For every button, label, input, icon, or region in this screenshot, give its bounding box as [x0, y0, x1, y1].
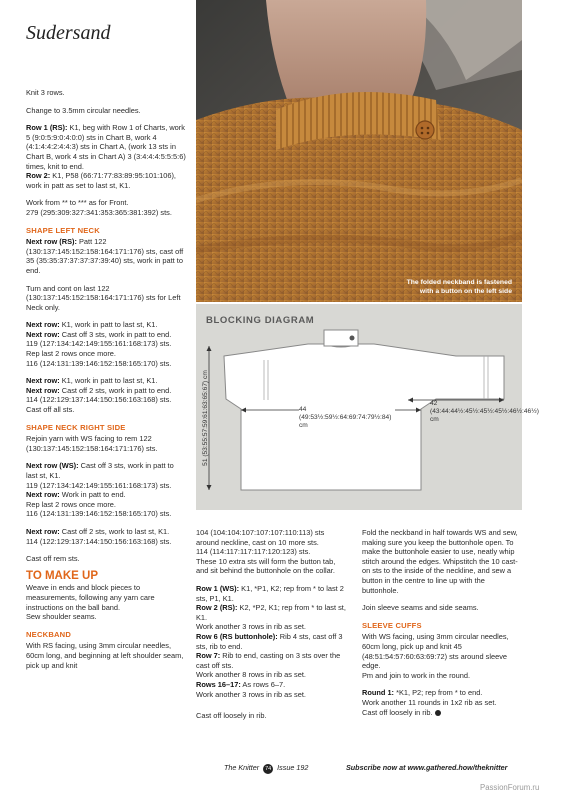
end-mark-icon: [435, 710, 441, 716]
watermark: PassionForum.ru: [480, 783, 540, 792]
blocking-diagram: [196, 304, 539, 510]
column-2: [196, 528, 348, 729]
length-measurement: 51 (53:55:57:59:61:63:65:67) cm: [202, 370, 209, 466]
row-group: Next row: Cast off 2 sts, work to last st, K1. 114 (122:129:137:144:150:156:163:168) sts.: [26, 526, 172, 546]
row-text: K1, beg with Row 1 of Charts, work 5 (9:0:5:9:0:4:0:0) sts in Chart B, work 4 (4:1:4:4:2:4:4:3) sts in Chart A, (work 13 sts in Chart B, work 4 sts in Chart A) 3 (3:4:4:4:5:5:5:6) times, knit to end.: [26, 123, 186, 171]
row-group: Next row (WS): Cast off 3 sts, work in patt to last st, K1. 119 (127:134:142:149:155:161:168:173) sts. Next row: Work in patt to end. Rep last 2 rows once more. 116 (124:131:139:146:152:158:165:170) sts.: [26, 461, 174, 519]
width-measurement: 44 (49:53½:59½:64:69:74:79½:84) cm: [299, 406, 395, 430]
paragraph: Weave in ends and block pieces to measurements, following any yarn care instructions on the ball band. Sew shoulder seams.: [26, 583, 155, 622]
paragraph: Rejoin yarn with WS facing to rem 122 (130:137:145:152:158:164:171:176) sts.: [26, 434, 158, 453]
photo-caption: The folded neckband is fastened with a button on the left side: [406, 279, 512, 295]
paragraph: Change to 3.5mm circular needles.: [26, 105, 141, 115]
footer-magazine: [224, 763, 308, 774]
paragraph: Join sleeve seams and side seams.: [362, 603, 479, 613]
magazine-name: The Knitter: [224, 763, 260, 772]
subscribe-link[interactable]: Subscribe now at www.gathered.how/theknitter: [346, 763, 508, 772]
section-heading-left-neck: SHAPE LEFT NECK: [26, 225, 100, 235]
paragraph: Fold the neckband in half towards WS and sew, making sure you keep the buttonhole open. To make the buttonhole easier to use, neatly whip stitch around the edges. Whipstitch the 10 cast-on sts to the inside of the neckline, and sew a button in the centre to line up with the buttonhole.: [362, 528, 518, 595]
paragraph: Knit 3 rows.: [26, 88, 65, 97]
issue-number: Issue 192: [277, 763, 309, 772]
page-title: Sudersand: [26, 22, 111, 44]
paragraph: 104 (104:104:107:107:107:110:113) sts around neckline, cast on 10 more sts. 114 (114:117:117:117:120:123) sts. These 10 extra sts will form the button tab, and sit behind the buttonhole on the collar.: [196, 528, 336, 576]
paragraph: With WS facing, using 3mm circular needles, 60cm long, pick up and knit 45 (48:51:54:57:60:63:69:72) sts around sleeve edge. Pm and join to work in the round.: [362, 632, 509, 680]
row-2: [26, 171, 186, 190]
section-heading-neckband: NECKBAND: [26, 629, 72, 639]
row-label: Row 2:: [26, 171, 51, 181]
section-heading-right-neck: SHAPE NECK RIGHT SIDE: [26, 422, 126, 432]
column-1: [26, 88, 186, 678]
row-group: Round 1: *K1, P2; rep from * to end. Work another 11 rounds in 1x2 rib as set. Cast off loosely in rib.: [362, 688, 497, 717]
paragraph: With RS facing, using 3mm circular needles, 60cm long, and beginning at left shoulder seam, pick up and knit: [26, 641, 184, 670]
sweater-photo: [196, 0, 522, 302]
column-3: [362, 528, 522, 725]
sweater-photo-image: [196, 0, 522, 302]
paragraph: Turn and cont on last 122 (130:137:145:152:158:164:171:176) sts for Left Neck only.: [26, 283, 181, 312]
row-group: Row 1 (WS): K1, *P1, K2; rep from * to last 2 sts, P1, K1. Row 2 (RS): K2, *P2, K1; rep from * to last st, K1. Work another 3 rows in rib as set. Row 6 (RS buttonhole): Rib 4 sts, cast off 3 sts, rib to end. Row 7: Rib to end, casting on 3 sts over the cast off sts. Work another 8 rows in rib as set. Rows 16–17: As rows 6–7. Work another 3 rows in rib as set.: [196, 583, 346, 699]
paragraph: Cast off rem sts.: [26, 554, 80, 564]
footer-subscribe: [346, 763, 507, 772]
paragraph: Cast off loosely in rib.: [196, 711, 267, 721]
row-group: Next row: K1, work in patt to last st, K1. Next row: Cast off 2 sts, work in patt to end. 114 (122:129:137:144:150:156:163:168) sts. Cast off all sts.: [26, 376, 172, 415]
row-text: K1, P58 (66:71:77:83:89:95:101:106), work in patt as set to last st, K1.: [26, 171, 176, 190]
section-heading-sleeve-cuffs: SLEEVE CUFFS: [362, 620, 422, 630]
section-heading-make-up: TO MAKE UP: [26, 569, 98, 582]
row-1: [26, 123, 186, 171]
row: Next row (RS): Patt 122 (130:137:145:152:158:164:171:176) sts, cast off 35 (35:35:37:37:37:37:39:40) sts, work in patt to end.: [26, 237, 184, 275]
paragraph: Work from ** to *** as for Front. 279 (295:309:327:341:353:365:381:392) sts.: [26, 198, 172, 217]
row-group: Next row: K1, work in patt to last st, K1. Next row: Cast off 3 sts, work in patt to end. 119 (127:134:142:149:155:161:168:173) sts. Rep last 2 rows once more. 116 (124:131:139:146:152:158:165:170) sts.: [26, 320, 172, 368]
diagram-title: BLOCKING DIAGRAM: [206, 315, 315, 326]
page-number: 74: [265, 766, 272, 772]
row-label: Row 1 (RS):: [26, 123, 68, 133]
sleeve-measurement: 42 (43:44:44½:45½:45½:45½:46½:46½) cm: [430, 400, 539, 423]
